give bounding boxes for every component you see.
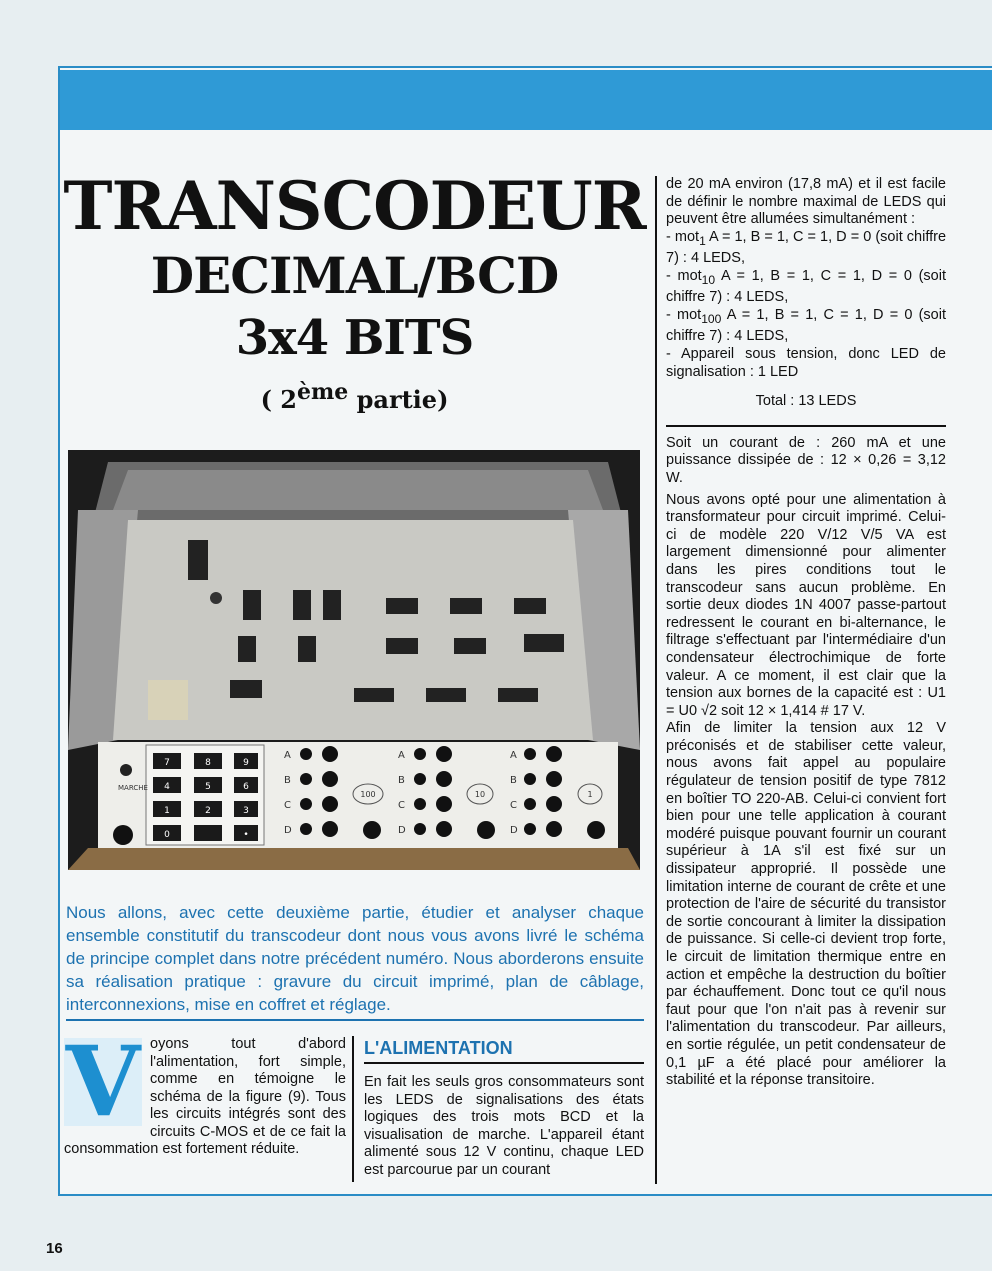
title-block	[62, 168, 647, 420]
key-1: 1	[164, 806, 170, 816]
key-7: 7	[164, 758, 170, 768]
col3-rule	[666, 425, 946, 427]
key-8: 8	[205, 758, 211, 768]
col3-p2: Soit un courant de : 260 mA et une puissance dissipée de : 12 × 0,26 = 3,12 W.	[666, 434, 946, 486]
mot100-line: - mot$_{100}$ A = 1, B = 1, C = 1, D = 0 (soit chiffre 7) : 4 LEDS,	[666, 306, 946, 345]
mot10-line: - mot$_{10}$ A = 1, B = 1, C = 1, D = 0 (soit chiffre 7) : 4 LEDS,	[666, 267, 946, 306]
total-leds: Total : 13 LEDS	[755, 393, 857, 410]
marche-label: MARCHE	[118, 784, 148, 792]
svg-text:A: A	[510, 750, 517, 761]
digit-label-10: 10	[474, 790, 486, 799]
column-divider-1	[352, 1036, 354, 1182]
title-line-1: TRANSCODEUR	[63, 167, 646, 245]
key-2: 2	[205, 806, 211, 816]
col3-p4: Afin de limiter la tension aux 12 V préconisés et de stabiliser cette valeur, nous avons fait appel au populaire régulateur de tension positif de type 7812 en boîtier TO 220-AB. Celui-ci convient fort bien pour une telle application à courant modéré puisque pouvant fournir un courant supérieur à 1A s'il est fixé sur un dissipateur approprié. Il possède une limitation interne de courant de crête et une protection de l'aire de sécurité du transistor de sortie concourant à limiter la dissipation de puissance. Si celle-ci devient trop forte, le circuit de limitation thermique entre en action et empêche la destruction du boîtier par échauffement. Donc tout ce qu'il nous faut pour que l'on n'ait pas à revenir sur l'alimentation du transcodeur. Par ailleurs, en sortie régulée, un petit condensateur de 0,1 µF a été placé pour améliorer la stabilité et la réponse transitoire.	[666, 720, 946, 1089]
key-dot: •	[243, 830, 249, 840]
svg-text:D: D	[398, 825, 406, 836]
column-2-text: En fait les seuls gros consommateurs sont les LEDS de signalisations des états logiques des trois mots BCD et la visualisation de marche. L'appareil étant alimenté sous 12 V continu, chaque LED est parcourue par un courant	[364, 1074, 644, 1178]
column-2	[364, 1036, 644, 1179]
key-9: 9	[243, 758, 249, 768]
key-4: 4	[164, 782, 170, 792]
mot1-line: - mot$_1$ A = 1, B = 1, C = 1, D = 0 (soit chiffre 7) : 4 LEDS,	[666, 228, 947, 267]
svg-text:A: A	[284, 750, 291, 761]
svg-text:D: D	[284, 825, 292, 836]
title-line-3: 3x4 BITS	[235, 310, 474, 366]
svg-text:C: C	[398, 800, 405, 811]
header-band	[60, 70, 992, 130]
key-6: 6	[243, 782, 249, 792]
svg-text:C: C	[284, 800, 291, 811]
svg-text:C: C	[510, 800, 517, 811]
svg-text:B: B	[398, 775, 405, 786]
intro-text: Nous allons, avec cette deuxième partie, étudier et analyser chaque ensemble constitutif du transcodeur dont nous vous avons livré le schéma de principe complet dans notre précédent numéro. Nous aborderons ensuite sa réalisation pratique : gravure du circuit imprimé, plan de câblage, interconnexions, mise en coffret et réglage.	[66, 903, 644, 1014]
device-photo-illustration	[68, 450, 640, 892]
key-5: 5	[205, 782, 211, 792]
col3-appareil: - Appareil sous tension, donc LED de signalisation : 1 LED	[666, 346, 946, 380]
svg-text:A: A	[398, 750, 405, 761]
intro-paragraph	[66, 901, 644, 1016]
intro-rule	[66, 1019, 644, 1021]
title-part: ( 2ème partie)	[260, 379, 449, 414]
col3-p3: Nous avons opté pour une alimentation à transformateur pour circuit imprimé. Celui-ci de modèle 220 V/12 V/5 VA est largement dimensionné pour alimenter dans les pires conditions tout le transcodeur sans aucun problème. En sortie deux diodes 1N 4007 passe-partout redressent le courant en bi-alternance, le filtrage s'effectuant par l'intermédiaire d'un condensateur électrochimique de forte valeur. A ce moment, il est clair que la tension aux bornes de la capacité est : U1 = U0 √2 soit 12 × 1,414 # 17 V.	[666, 491, 946, 719]
key-0: 0	[164, 830, 170, 840]
svg-text:B: B	[284, 775, 291, 786]
section-heading-alimentation: L'ALIMENTATION	[364, 1036, 644, 1064]
device-photo	[68, 450, 640, 892]
svg-text:D: D	[510, 825, 518, 836]
key-3: 3	[243, 806, 249, 816]
column-1-text: oyons tout d'abord l'alimentation, fort simple, comme en témoigne le schéma de la figure (9). Tous les circuits intégrés sont des circuits C-MOS et de ce fait la consommation est fortement réduite.	[64, 1036, 346, 1157]
column-3	[666, 176, 946, 1090]
title-line-2: DECIMAL/BCD	[150, 246, 559, 305]
column-1	[64, 1025, 346, 1159]
page-number: 16	[46, 1240, 63, 1257]
svg-text:B: B	[510, 775, 517, 786]
col3-p1: de 20 mA environ (17,8 mA) et il est facile de définir le nombre maximal de LEDS qui peuvent être allumées simultanément :	[666, 176, 946, 228]
dropcap-letter: V	[65, 1025, 141, 1138]
digit-label-1: 1	[587, 790, 593, 799]
digit-label-100: 100	[360, 790, 376, 799]
column-divider-2	[655, 176, 657, 1184]
